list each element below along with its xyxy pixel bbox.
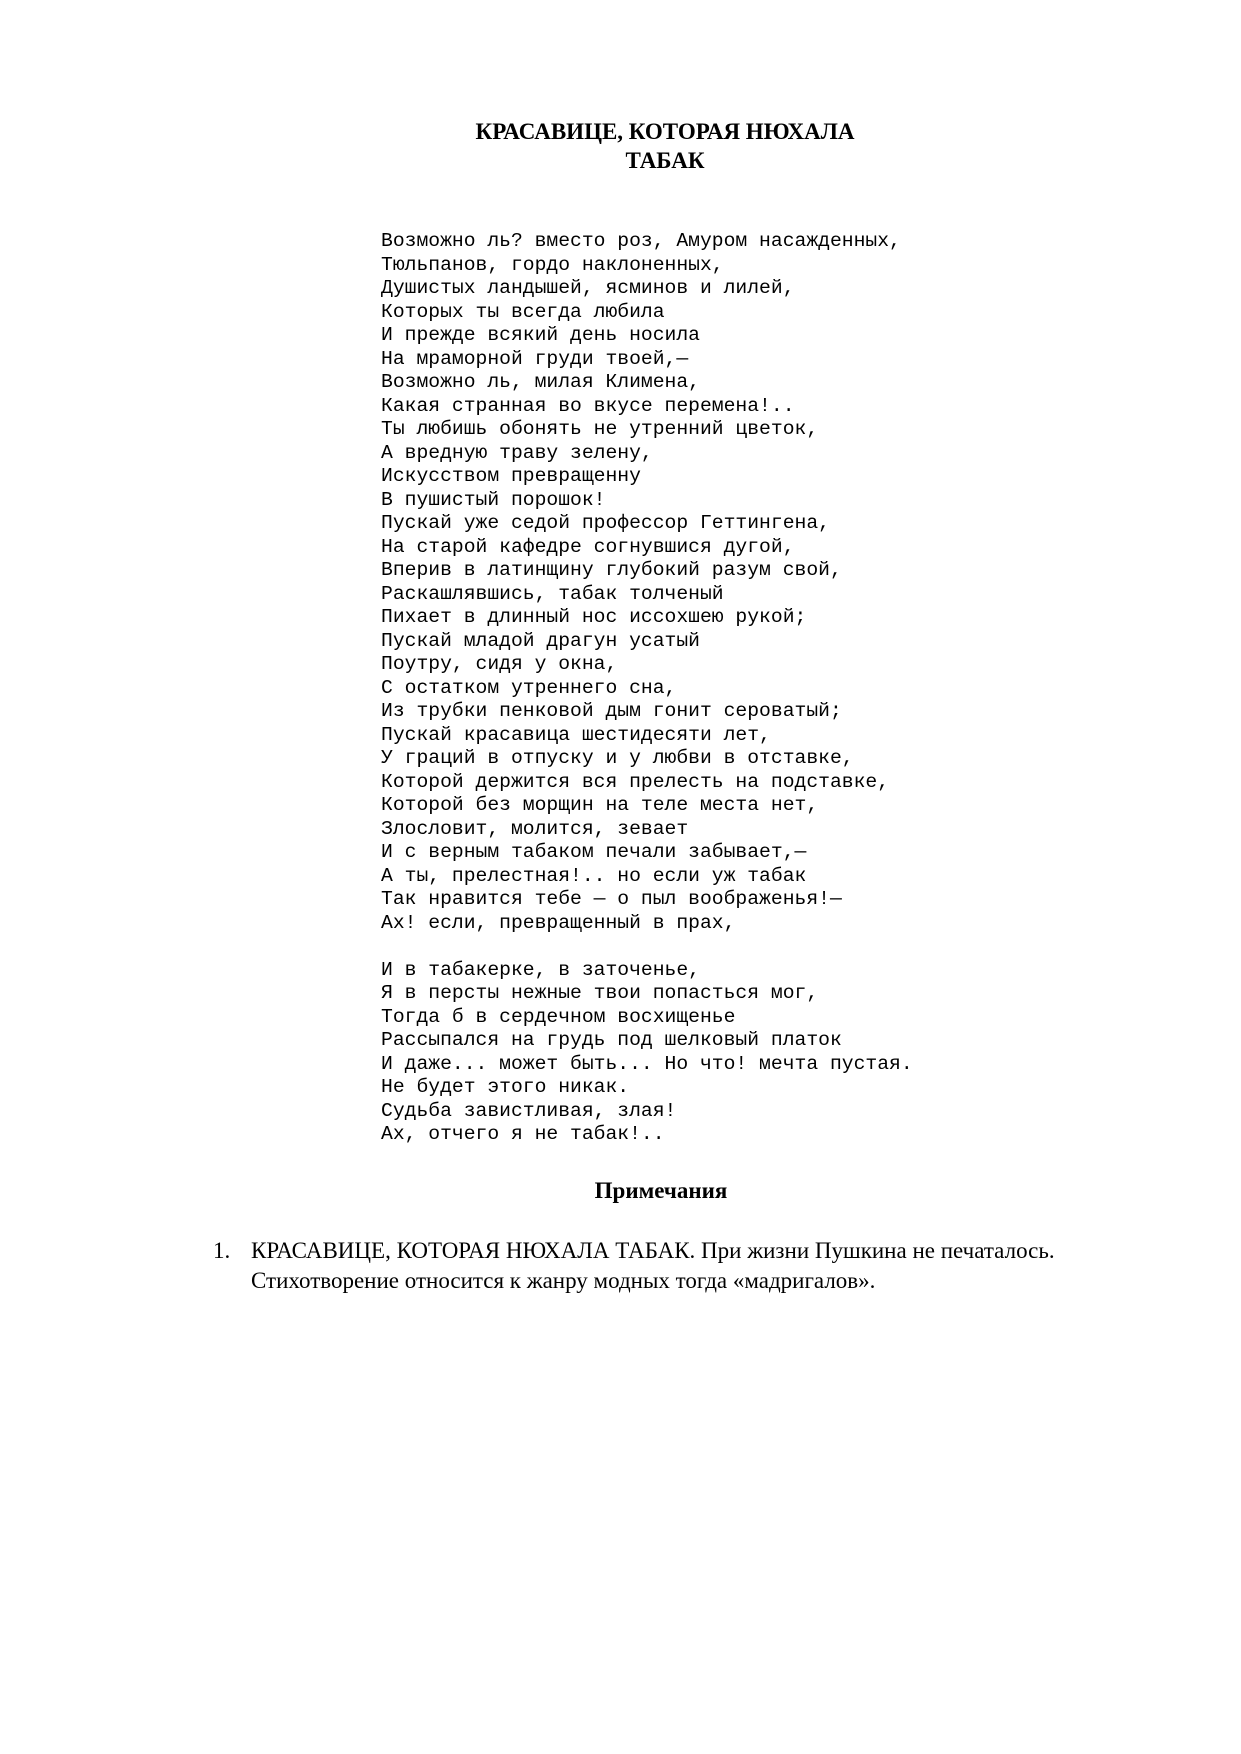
poem-line: Пускай уже седой профессор Геттингена, xyxy=(381,512,830,534)
poem-line: Ты любишь обонять не утренний цветок, xyxy=(381,418,819,440)
poem-line: Возможно ль? вместо роз, Амуром насажденных, xyxy=(381,230,901,252)
poem-line: Которой без морщин на теле места нет, xyxy=(381,794,819,816)
poem-line: С остатком утреннего сна, xyxy=(381,676,677,699)
poem-line: Которой держится вся прелесть на подставке, xyxy=(381,770,890,793)
note-item xyxy=(213,1236,1173,1296)
poem-line: Какая странная во вкусе перемена!.. xyxy=(381,394,795,417)
note-text: КРАСАВИЦЕ, КОТОРАЯ НЮХАЛА ТАБАК. При жизни Пушкина не печаталось. Стихотворение относится к жанру модных тогда «мадригалов». xyxy=(251,1238,1055,1293)
poem-line: У граций в отпуску и у любви в отставке, xyxy=(381,747,854,769)
poem-title xyxy=(0,117,1241,175)
poem-line: Раскашлявшись, табак толченый xyxy=(381,582,724,605)
poem-line: Рассыпался на грудь под шелковый платок xyxy=(381,1029,842,1051)
poem-title-line: ТАБАК xyxy=(625,148,705,173)
poem-line: Пускай младой драгун усатый xyxy=(381,629,700,652)
notes-heading: Примечания xyxy=(594,1178,728,1203)
poem-line: Злословит, молится, зевает xyxy=(381,817,689,840)
poem-line: Тюльпанов, гордо наклоненных, xyxy=(381,253,724,276)
poem-line: Не будет этого никак. xyxy=(381,1076,630,1098)
poem-title-line: КРАСАВИЦЕ, КОТОРАЯ НЮХАЛА xyxy=(475,119,855,144)
poem-line: Ах! если, превращенный в прах, xyxy=(381,911,736,934)
poem-line: Вперив в латинщину глубокий разум свой, xyxy=(381,559,842,581)
poem-line: И с верным табаком печали забывает,— xyxy=(381,841,807,863)
poem-line: Из трубки пенковой дым гонит сероватый; xyxy=(381,700,842,722)
poem-line: Ах, отчего я не табак!.. xyxy=(381,1123,665,1145)
poem-line: Так нравится тебе — о пыл воображенья!— xyxy=(381,888,842,910)
poem-line: А вредную траву зелену, xyxy=(381,441,653,464)
poem-line: Возможно ль, милая Климена, xyxy=(381,371,700,393)
poem-line: В пушистый порошок! xyxy=(381,488,606,511)
poem-line: Я в персты нежные твои попасться мог, xyxy=(381,982,819,1004)
stanza-break xyxy=(381,935,913,959)
poem-line: Искусством превращенну xyxy=(381,465,641,487)
poem-line: Душистых ландышей, ясминов и лилей, xyxy=(381,277,795,299)
poem-body xyxy=(381,230,913,1147)
note-number: 1. xyxy=(213,1238,231,1263)
poem-line: На мраморной груди твоей,— xyxy=(381,347,689,370)
poem-line: Пускай красавица шестидесяти лет, xyxy=(381,723,771,746)
poem-line: Которых ты всегда любила xyxy=(381,300,665,323)
poem-line: Судьба завистливая, злая! xyxy=(381,1099,677,1122)
poem-line: И даже... может быть... Но что! мечта пустая. xyxy=(381,1052,913,1075)
poem-line: Пихает в длинный нос иссохшею рукой; xyxy=(381,606,807,628)
poem-line: Тогда б в сердечном восхищенье xyxy=(381,1005,736,1028)
poem-line: На старой кафедре согнувшися дугой, xyxy=(381,535,795,558)
poem-line: А ты, прелестная!.. но если уж табак xyxy=(381,864,807,887)
notes-list xyxy=(213,1236,1173,1296)
poem-line: Поутру, сидя у окна, xyxy=(381,653,618,675)
poem-line: И в табакерке, в заточенье, xyxy=(381,958,700,981)
poem-line: И прежде всякий день носила xyxy=(381,324,700,346)
